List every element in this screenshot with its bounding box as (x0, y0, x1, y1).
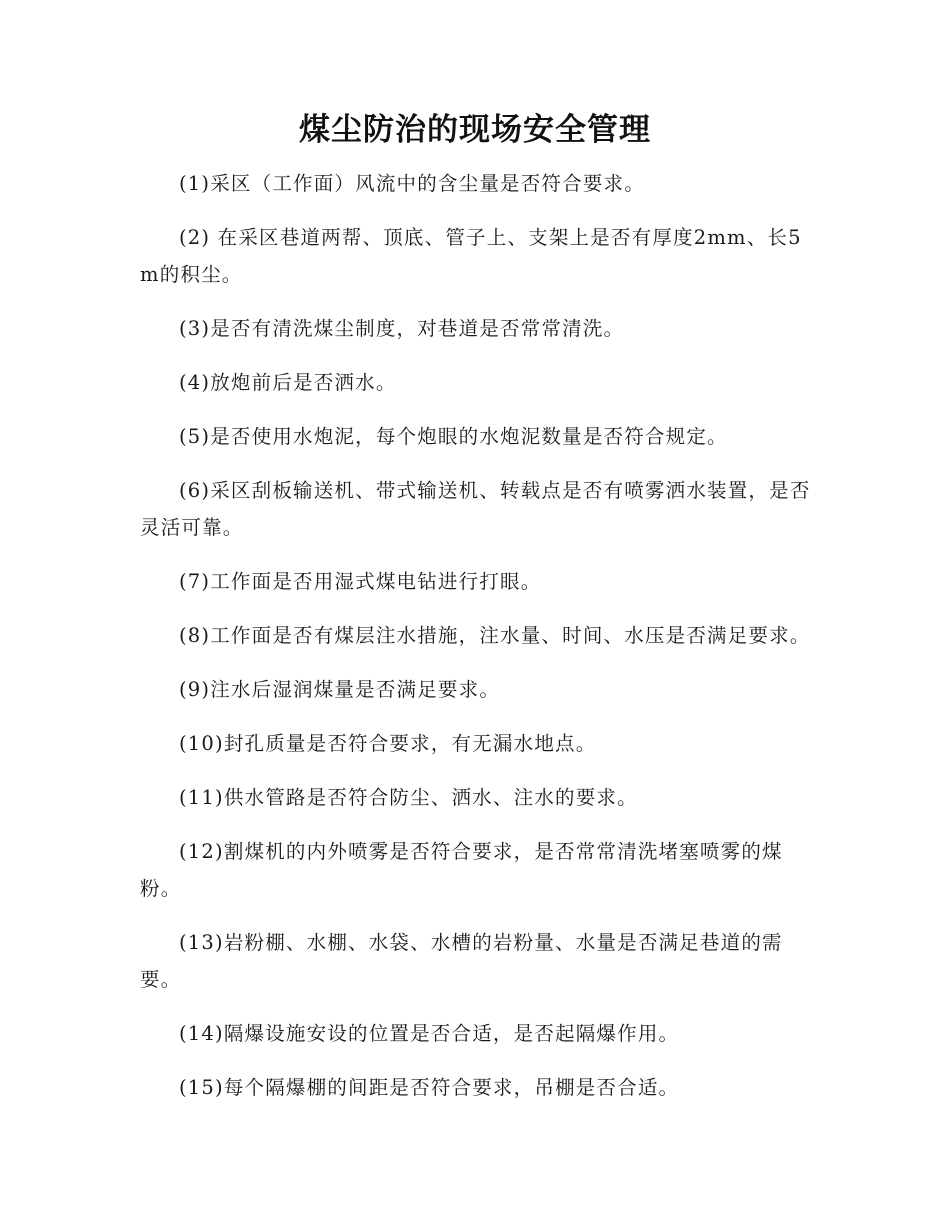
paragraph-6: (6)采区刮板输送机、带式输送机、转载点是否有喷雾洒水装置，是否灵活可靠。 (140, 479, 811, 539)
paragraph-11: (11)供水管路是否符合防尘、洒水、注水的要求。 (179, 786, 638, 809)
paragraph-2: (2) 在采区巷道两帮、顶底、管子上、支架上是否有厚度2mm、长5m的积尘。 (140, 226, 802, 286)
paragraph-1: (1)采区（工作面）风流中的含尘量是否符合要求。 (179, 172, 645, 195)
paragraph-9: (9)注水后湿润煤量是否满足要求。 (179, 678, 501, 701)
paragraph-15: (15)每个隔爆棚的间距是否符合要求，吊棚是否合适。 (179, 1076, 680, 1099)
page-title: 煤尘防治的现场安全管理 (299, 112, 651, 148)
paragraph-8: (8)工作面是否有煤层注水措施，注水量、时间、水压是否满足要求。 (179, 624, 811, 647)
paragraph-5: (5)是否使用水炮泥，每个炮眼的水炮泥数量是否符合规定。 (179, 425, 728, 448)
paragraph-10: (10)封孔质量是否符合要求，有无漏水地点。 (179, 732, 597, 755)
paragraph-14: (14)隔爆设施安设的位置是否合适，是否起隔爆作用。 (179, 1022, 680, 1045)
paragraph-13: (13)岩粉棚、水棚、水袋、水槽的岩粉量、水量是否满足巷道的需要。 (140, 931, 783, 991)
paragraph-4: (4)放炮前后是否洒水。 (179, 371, 397, 394)
paragraph-12: (12)割煤机的内外喷雾是否符合要求，是否常常清洗堵塞喷雾的煤粉。 (140, 840, 783, 900)
paragraph-3: (3)是否有清洗煤尘制度，对巷道是否常常清洗。 (179, 317, 625, 340)
document-body (140, 165, 820, 1123)
paragraph-7: (7)工作面是否用湿式煤电钻进行打眼。 (179, 570, 542, 593)
